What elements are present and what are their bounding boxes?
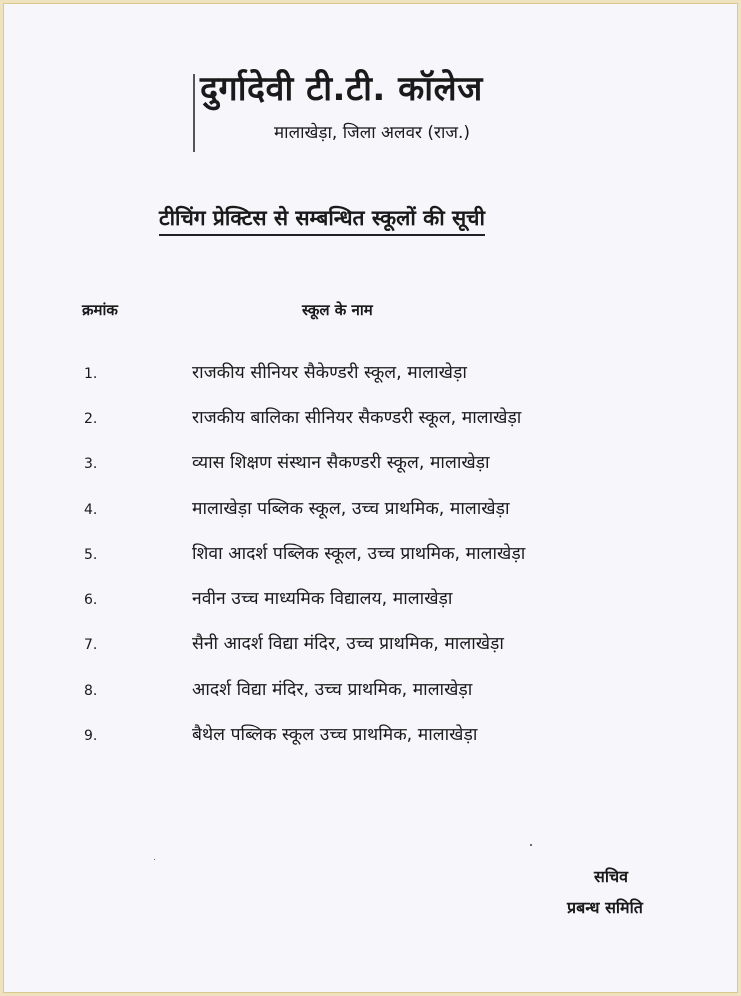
scan-speck: [530, 844, 532, 846]
serial-number: 4.: [84, 502, 98, 518]
serial-number: 1.: [84, 366, 98, 382]
list-item: [4, 677, 739, 707]
list-item: [4, 586, 739, 616]
column-header-school-name: स्कूल के नाम: [302, 301, 373, 319]
school-name: नवीन उच्च माध्यमिक विद्यालय, मालाखेड़ा: [192, 589, 453, 609]
school-name: मालाखेड़ा पब्लिक स्कूल, उच्च प्राथमिक, मालाखेड़ा: [192, 499, 510, 519]
serial-number: 3.: [84, 456, 98, 472]
list-item: [4, 722, 739, 752]
serial-number: 7.: [84, 637, 98, 653]
serial-number: 8.: [84, 683, 98, 699]
column-header-serial: क्रमांक: [82, 301, 118, 319]
serial-number: 2.: [84, 411, 98, 427]
school-name: शिवा आदर्श पब्लिक स्कूल, उच्च प्राथमिक, मालाखेड़ा: [192, 544, 526, 564]
school-name: राजकीय बालिका सीनियर सैकण्डरी स्कूल, मालाखेड़ा: [192, 408, 522, 428]
school-name: सैनी आदर्श विद्या मंदिर, उच्च प्राथमिक, मालाखेड़ा: [192, 634, 504, 654]
list-item: [4, 541, 739, 571]
college-name: दुर्गादेवी टी.टी. कॉलेज: [200, 69, 483, 109]
list-item: [4, 496, 739, 526]
scan-speck: [154, 859, 155, 860]
college-address: मालाखेड़ा, जिला अलवर (राज.): [274, 123, 471, 143]
school-name: राजकीय सीनियर सैकेण्डरी स्कूल, मालाखेड़ा: [192, 363, 467, 383]
list-item: [4, 450, 739, 480]
document-title: टीचिंग प्रेक्टिस से सम्बन्धित स्कूलों की सूची: [159, 204, 485, 236]
serial-number: 5.: [84, 547, 98, 563]
signature-designation: सचिव: [594, 867, 629, 886]
list-item: [4, 360, 739, 390]
title-margin-rule: [193, 74, 195, 152]
school-name: बैथेल पब्लिक स्कूल उच्च प्राथमिक, मालाखेड़ा: [192, 725, 478, 745]
school-name: व्यास शिक्षण संस्थान सैकण्डरी स्कूल, मालाखेड़ा: [192, 453, 490, 473]
list-item: [4, 405, 739, 435]
signature-committee: प्रबन्ध समिति: [567, 898, 643, 917]
serial-number: 6.: [84, 592, 98, 608]
serial-number: 9.: [84, 728, 98, 744]
document-page: [3, 3, 738, 993]
school-name: आदर्श विद्या मंदिर, उच्च प्राथमिक, मालाखेड़ा: [192, 680, 473, 700]
list-item: [4, 631, 739, 661]
